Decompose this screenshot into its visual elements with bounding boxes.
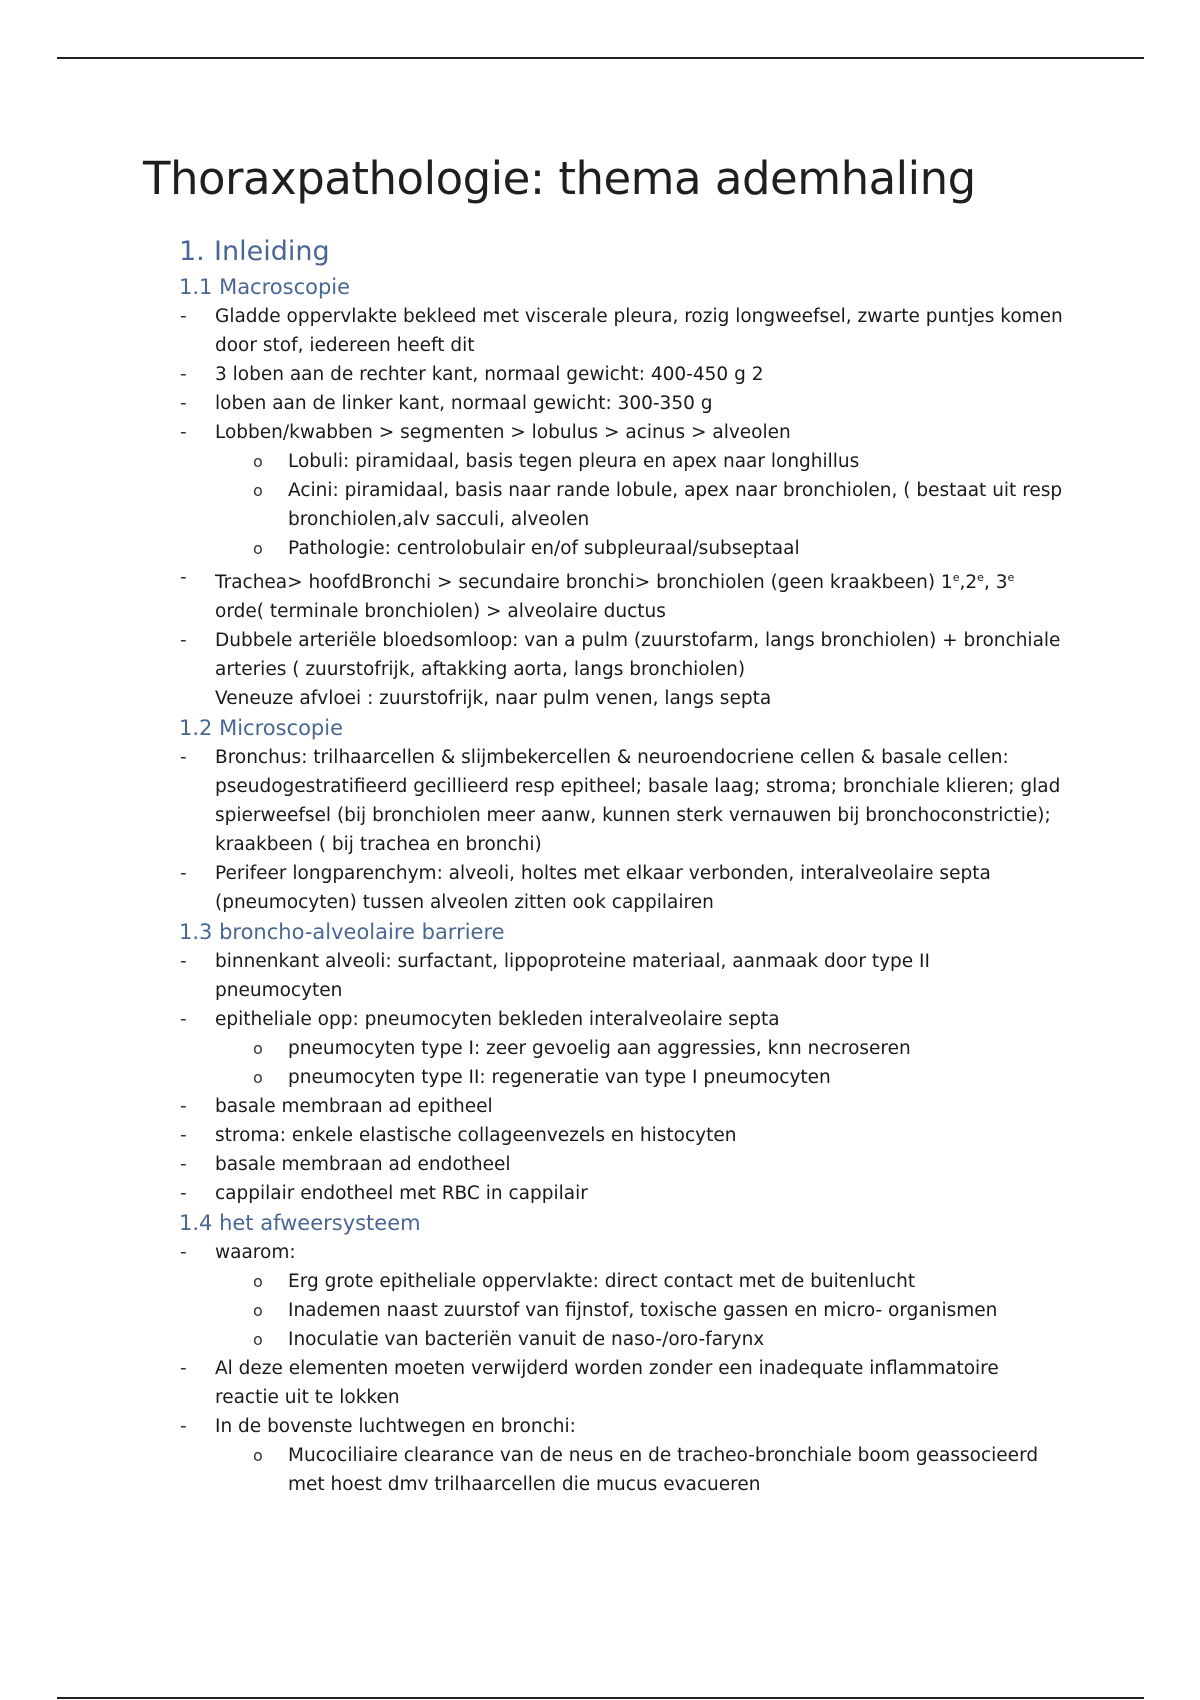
sub-list-item: o pneumocyten type I: zeer gevoelig aan aggressies, knn necroseren [288,1034,1063,1063]
list-item: - In de bovenste luchtwegen en bronchi: [215,1412,1063,1441]
superscript: e [952,571,960,584]
list-item: - 3 loben aan de rechter kant, normaal gewicht: 400-450 g 2 [215,360,1063,389]
subsection-heading-barriere: 1.3 broncho-alveolaire barriere [179,920,505,945]
macroscopie-list [143,302,1063,684]
list-item: - Lobben/kwabben > segmenten > lobulus > acinus > alveolen [215,418,1063,447]
text-run: Trachea> hoofdBronchi > secundaire bronchi> bronchiolen (geen kraakbeen) 1 [215,572,953,594]
sub-list-item: o Lobuli: piramidaal, basis tegen pleura en apex naar longhillus [288,447,1063,476]
header-rule [57,57,1144,59]
document-title: Thoraxpathologie: thema ademhaling [143,152,976,205]
sub-list-item: o Acini: piramidaal, basis naar rande lobule, apex naar bronchiolen, ( bestaat uit resp bronchiolen,alv sacculi, alveolen [288,476,1063,534]
sub-list-item: o Pathologie: centrolobulair en/of subpleuraal/subseptaal [288,534,1063,563]
list-item: - stroma: enkele elastische collageenvezels en histocyten [215,1121,1063,1150]
list-item: - epitheliale opp: pneumocyten bekleden interalveolaire septa [215,1005,1063,1034]
subsection-heading-microscopie: 1.2 Microscopie [179,716,344,741]
list-item: - binnenkant alveoli: surfactant, lippoproteine materiaal, aanmaak door type II pneumocyten [215,947,1063,1005]
text-run: , 3 [983,572,1008,594]
list-item: - loben aan de linker kant, normaal gewicht: 300-350 g [215,389,1063,418]
subsection-heading-afweersysteem: 1.4 het afweersysteem [179,1211,421,1236]
list-item: - cappilair endotheel met RBC in cappilair [215,1179,1063,1208]
sub-list-item: o Erg grote epitheliale oppervlakte: direct contact met de buitenlucht [288,1267,1063,1296]
sub-list-item: o Inademen naast zuurstof van fijnstof, toxische gassen en micro- organismen [288,1296,1063,1325]
list-item: - waarom: [215,1238,1063,1267]
superscript: e [1007,571,1015,584]
list-item-trachea [215,563,1063,626]
sub-list-item: o Mucociliaire clearance van de neus en de tracheo-bronchiale boom geassocieerd met hoest dmv trilhaarcellen die mucus evacueren [288,1441,1063,1499]
list-item: - basale membraan ad epitheel [215,1092,1063,1121]
list-item: - Perifeer longparenchym: alveoli, holtes met elkaar verbonden, interalveolaire septa (pneumocyten) tussen alveolen zitten ook cappilairen [215,859,1063,917]
section-label: Inleiding [214,236,330,267]
footer-rule [57,1697,1144,1699]
list-item: - Dubbele arteriële bloedsomloop: van a pulm (zuurstofarm, langs bronchiolen) + bronchiale arteries ( zuurstofrijk, aftakking aorta, langs bronchiolen) [215,626,1063,684]
list-item: - Gladde oppervlakte bekleed met viscerale pleura, rozig longweefsel, zwarte puntjes komen door stof, iedereen heeft dit [215,302,1063,360]
section-heading-inleiding [179,234,1063,270]
sub-list-item: o Inoculatie van bacteriën vanuit de naso-/oro-farynx [288,1325,1063,1354]
list-item: - basale membraan ad endotheel [215,1150,1063,1179]
continuation-line: Veneuze afvloei : zuurstofrijk, naar pulm venen, langs septa [215,688,772,710]
document-body [143,150,1063,1499]
microscopie-list [143,743,1063,917]
text-run: ,2 [959,572,978,594]
text-run: orde( terminale bronchiolen) > alveolaire ductus [215,601,666,623]
section-number: 1. [179,236,205,267]
subsection-heading-macroscopie: 1.1 Macroscopie [179,275,351,299]
list-item: - Al deze elementen moeten verwijderd worden zonder een inadequate inflammatoire reactie uit te lokken [215,1354,1063,1412]
barriere-list [143,947,1063,1208]
superscript: e [977,571,984,584]
sub-list-item: o pneumocyten type II: regeneratie van type I pneumocyten [288,1063,1063,1092]
afweersysteem-list [143,1238,1063,1499]
list-item: - Bronchus: trilhaarcellen & slijmbekercellen & neuroendocriene cellen & basale cellen: pseudogestratifieerd gecillieerd resp epitheel; basale laag; stroma; bronchiale klieren; glad spierweefsel (bij bronchiolen meer aanw, kunnen sterk vernauwen bij bronchoconstrictie); kraakbeen ( bij trachea en bronchi) [215,743,1063,859]
